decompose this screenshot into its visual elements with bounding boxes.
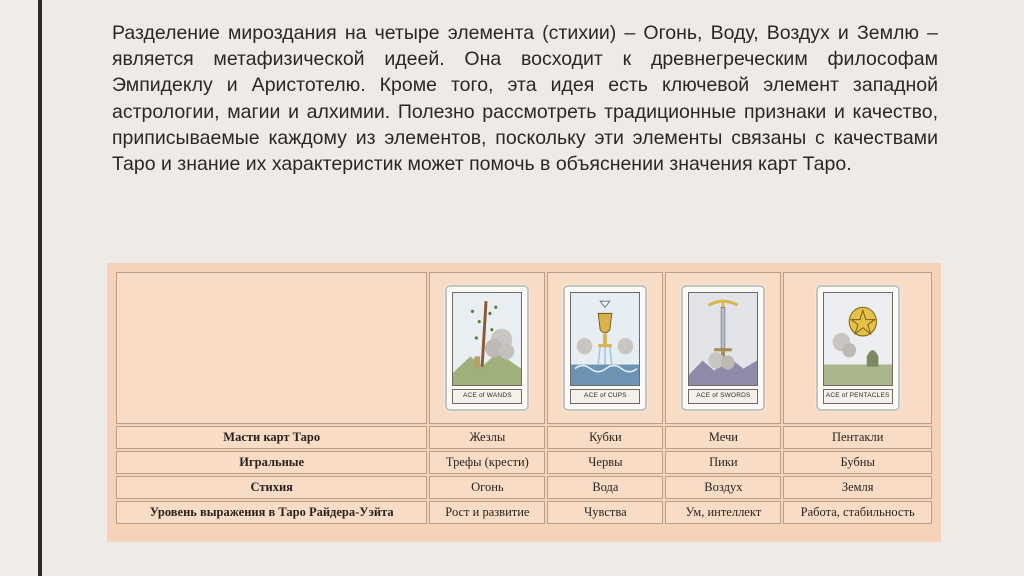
card-title: ACE of PENTACLES: [823, 389, 893, 404]
table-cell: Червы: [547, 451, 663, 474]
empty-corner-cell: [116, 272, 427, 424]
card-cell-cups: [547, 272, 663, 424]
table-cell: Рост и развитие: [429, 501, 545, 524]
table-cell: Земля: [783, 476, 932, 499]
table-cell: Пентакли: [783, 426, 932, 449]
table-row: [116, 451, 932, 474]
table-cell: Вода: [547, 476, 663, 499]
wand-icon: [452, 292, 522, 386]
card-cell-wands: [429, 272, 545, 424]
ace-of-wands-card: [445, 285, 529, 411]
row-header: Стихия: [116, 476, 427, 499]
ace-of-swords-card: [681, 285, 765, 411]
table-cell: Трефы (крести): [429, 451, 545, 474]
table-row: [116, 476, 932, 499]
table-cell: Воздух: [665, 476, 781, 499]
left-accent-bar: [0, 0, 42, 576]
ace-of-cups-card: [563, 285, 647, 411]
table-cell: Кубки: [547, 426, 663, 449]
table-cell: Бубны: [783, 451, 932, 474]
row-header: Уровень выражения в Таро Райдера-Уэйта: [116, 501, 427, 524]
row-header: Масти карт Таро: [116, 426, 427, 449]
card-images-row: [116, 272, 932, 424]
table-row: [116, 501, 932, 524]
sword-icon: [688, 292, 758, 386]
pentacle-icon: [823, 292, 893, 386]
table-cell: Огонь: [429, 476, 545, 499]
card-title: ACE of SWORDS: [688, 389, 758, 404]
table-cell: Чувства: [547, 501, 663, 524]
table-cell: Ум, интеллект: [665, 501, 781, 524]
card-title: ACE of WANDS: [452, 389, 522, 404]
table-cell: Пики: [665, 451, 781, 474]
card-cell-swords: [665, 272, 781, 424]
tarot-suits-table: [114, 270, 934, 526]
tarot-table-container: [107, 263, 941, 542]
card-cell-pentacles: [783, 272, 932, 424]
table-row: [116, 426, 932, 449]
table-cell: Мечи: [665, 426, 781, 449]
table-cell: Жезлы: [429, 426, 545, 449]
body-paragraph: Разделение мироздания на четыре элемента (стихии) – Огонь, Воду, Воздух и Землю – является метафизической идеей. Она восходит к древнегреческим философам Эмпидеклу и Аристотелю. Кроме того, эта идея есть ключевой элемент западной астрологии, магии и алхимии. Полезно рассмотреть традиционные признаки и качество, приписываемые каждому из элементов, поскольку эти элементы связаны с качествами Таро и знание их характеристик может помочь в объяснении значения карт Таро.: [112, 22, 938, 176]
table-cell: Работа, стабильность: [783, 501, 932, 524]
ace-of-pentacles-card: [816, 285, 900, 411]
cup-icon: [570, 292, 640, 386]
row-header: Игральные: [116, 451, 427, 474]
card-title: ACE of CUPS: [570, 389, 640, 404]
